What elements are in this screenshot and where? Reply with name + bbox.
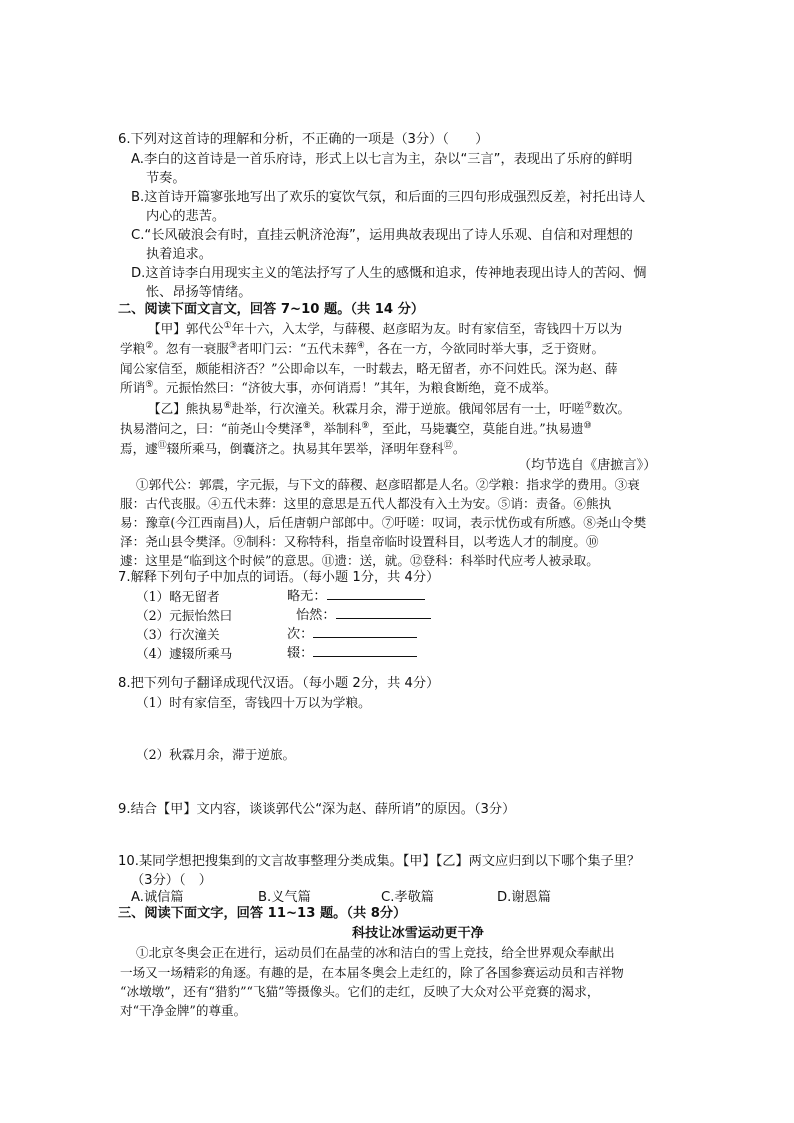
q10-stem-line-2: （3分）（ ） — [131, 873, 212, 888]
q7-item-1: （1）略无留者 — [136, 589, 220, 604]
yi-text: ，至此，马毙囊空，莫能自进。”执易遗 — [369, 421, 584, 436]
section-2-heading: 二、阅读下面文言文，回答 7~10 题。（共 14 分） — [118, 302, 425, 317]
notes-line-1: ①郭代公：郭震，字元振，与下文的薛稷、赵彦昭都是人名。②学粮：指求学的费用。③衰 — [136, 477, 640, 492]
q6-option-b-line1: B.这首诗开篇寥张地写出了欢乐的宴饮气氛，和后面的三四句形成强烈反差，衬托出诗人 — [131, 190, 646, 205]
yi-text: 焉，遽 — [120, 441, 158, 456]
yi-text: 【乙】熊执易 — [148, 401, 224, 416]
yi-line-3: 焉，遽⑪辍所乘马，倒囊济之。执易其年罢举，泽明年登科⑫。 — [120, 440, 466, 456]
yi-line-1: 【乙】熊执易⑥赴举，行次潼关。秋霖月余，滞于逆旅。俄闻邻居有一士，吁嗟⑦数次。 — [148, 400, 631, 416]
q7-answer-4 — [287, 643, 417, 664]
jia-line-4: 所诮⑤。元振怡然曰：“济彼大事，亦何诮焉！”其年，为粮食断绝，竟不成举。 — [120, 379, 557, 395]
yi-text: 数次。 — [592, 401, 631, 416]
jia-text: 学粮 — [120, 341, 146, 356]
answer-blank[interactable] — [313, 643, 417, 657]
article-line-1: ①北京冬奥会正在进行，运动员们在晶莹的冰和洁白的雪上竞技，给全世界观众奉献出 — [136, 945, 615, 960]
q6-option-d-line2: 怅、昂扬等情绪。 — [146, 285, 252, 300]
jia-line-2: 学粮②。忽有一衰服③者叩门云：“五代未葬④，各在一方，今欲同时举大事，乏于资财。 — [120, 340, 605, 356]
article-line-4: 对“干净金牌”的尊重。 — [120, 1003, 247, 1018]
q7-stem: 7.解释下列句子中加点的词语。（每小题 1分，共 4分） — [118, 570, 440, 585]
yi-text: 赴举，行次潼关。秋霖月余，滞于逆旅。俄闻邻居有一士，吁嗟 — [231, 401, 585, 416]
q10-stem-line-1: 10.某同学想把搜集到的文言故事整理分类成集。【甲】【乙】两文应归到以下哪个集子里？ — [118, 854, 641, 869]
q6-option-d-line1: D.这首诗李白用现实主义的笔法抒写了人生的感慨和追求，传神地表现出诗人的苦闷、惆 — [131, 266, 647, 281]
q7-word: 怡然： — [296, 608, 336, 623]
yi-line-2: 执易潜问之，曰：“前尧山令樊泽⑧，举制科⑨，至此，马毙囊空，莫能自进。”执易遗⑩ — [120, 420, 592, 436]
article-line-3: “冰墩墩”，还有“猎豹”“飞猫”等摄像头。它们的走红，反映了大众对公平竞赛的渴求， — [120, 984, 600, 999]
q8-sentence-1: （1）时有家信至，寄钱四十万以为学粮。 — [136, 695, 371, 710]
q7-item-4: （4）遽辍所乘马 — [136, 646, 233, 661]
q8-sentence-2: （2）秋霖月余，滞于逆旅。 — [136, 747, 296, 762]
q10-option-b: B.义气篇 — [258, 890, 311, 905]
section-3-heading: 三、阅读下面文字，回答 11~13 题。（共 8分） — [118, 906, 407, 921]
yi-text: 执易潜问之，曰：“前尧山令樊泽 — [120, 421, 303, 436]
q7-answer-2 — [296, 605, 431, 626]
notes-line-2: 服：古代丧服。④五代未葬：这里的意思是五代人都没有入土为安。⑤诮：责备。⑥熊执 — [120, 496, 612, 511]
q7-item-2: （2）元振怡然曰 — [136, 608, 233, 623]
answer-blank[interactable] — [313, 624, 417, 638]
q10-option-a: A.诚信篇 — [131, 890, 184, 905]
q7-answer-1 — [287, 586, 425, 607]
notes-line-3: 易：豫章(今江西南昌)人，后任唐朝户部郎中。⑦吁嗟：叹词，表示忧伤或有所感。⑧尧山令樊 — [120, 515, 647, 530]
jia-text: 。元振怡然曰：“济彼大事，亦何诮焉！”其年，为粮食断绝，竟不成举。 — [153, 380, 557, 395]
q7-word: 略无： — [287, 589, 327, 604]
notes-line-5: 遽：这里是“临到这个时候”的意思。⑪遗：送，就。⑫登科：科举时代应考人被录取。 — [120, 553, 599, 568]
jia-text: 所诮 — [120, 380, 146, 395]
q6-option-a-line2: 节奏。 — [146, 171, 186, 186]
jia-text: ，各在一方，今欲同时举大事，乏于资财。 — [364, 341, 605, 356]
jia-text: 。忽有一衰服 — [153, 341, 229, 356]
article-line-2: 一场又一场精彩的角逐。有趣的是，在本届冬奥会上走红的，除了各国参赛运动员和吉祥物 — [120, 965, 624, 980]
yi-text: 辍所乘马，倒囊济之。执易其年罢举，泽明年登科 — [166, 441, 444, 456]
answer-blank[interactable] — [327, 586, 425, 600]
q10-option-d: D.谢恩篇 — [497, 890, 551, 905]
q7-word: 辍： — [287, 646, 314, 661]
q8-stem: 8.把下列句子翻译成现代汉语。（每小题 2分，共 4分） — [118, 676, 440, 691]
q7-word: 次： — [287, 627, 314, 642]
jia-text: 者叩门云：“五代未葬 — [236, 341, 357, 356]
source-citation: （均节选自《唐摭言》） — [518, 458, 657, 473]
yi-text: 。 — [452, 441, 466, 456]
answer-blank[interactable] — [336, 605, 431, 619]
q7-answer-3 — [287, 624, 417, 645]
q6-option-c-line2: 执着追求。 — [146, 247, 212, 262]
q6-stem: 6.下列对这首诗的理解和分析，不正确的一项是（3分）（ ） — [118, 132, 489, 147]
q6-option-a-line1: A.李白的这首诗是一首乐府诗，形式上以七言为主，杂以“三言”，表现出了乐府的鲜明 — [131, 152, 633, 167]
q10-option-c: C.孝敬篇 — [381, 890, 434, 905]
q6-option-c-line1: C.“长风破浪会有时，直挂云帆济沧海”，运用典故表现出了诗人乐观、自信和对理想的 — [131, 228, 633, 243]
yi-text: ，举制科 — [310, 421, 362, 436]
jia-text: 年十六，入太学，与薛稷、赵彦昭为友。时有家信至，寄钱四十万以为 — [231, 321, 623, 336]
q7-item-3: （3）行次潼关 — [136, 627, 220, 642]
notes-line-4: 泽：尧山县令樊泽。⑨制科：又称特科，指皇帝临时设置科目，以考选人才的制度。⑩ — [120, 534, 599, 549]
article-title: 科技让冰雪运动更干净 — [352, 926, 484, 941]
q9-stem: 9.结合【甲】文内容，谈谈郭代公“深为赵、薛所诮”的原因。（3分） — [118, 802, 516, 817]
q6-option-b-line2: 内心的悲苦。 — [146, 209, 226, 224]
jia-line-3: 闻公家信至，颇能相济否？”公即命以车，一时载去，略无留者，亦不问姓氏。深为赵、薛 — [120, 361, 618, 376]
jia-text: 【甲】郭代公 — [148, 321, 224, 336]
jia-line-1: 【甲】郭代公①年十六，入太学，与薛稷、赵彦昭为友。时有家信至，寄钱四十万以为 — [148, 320, 623, 336]
